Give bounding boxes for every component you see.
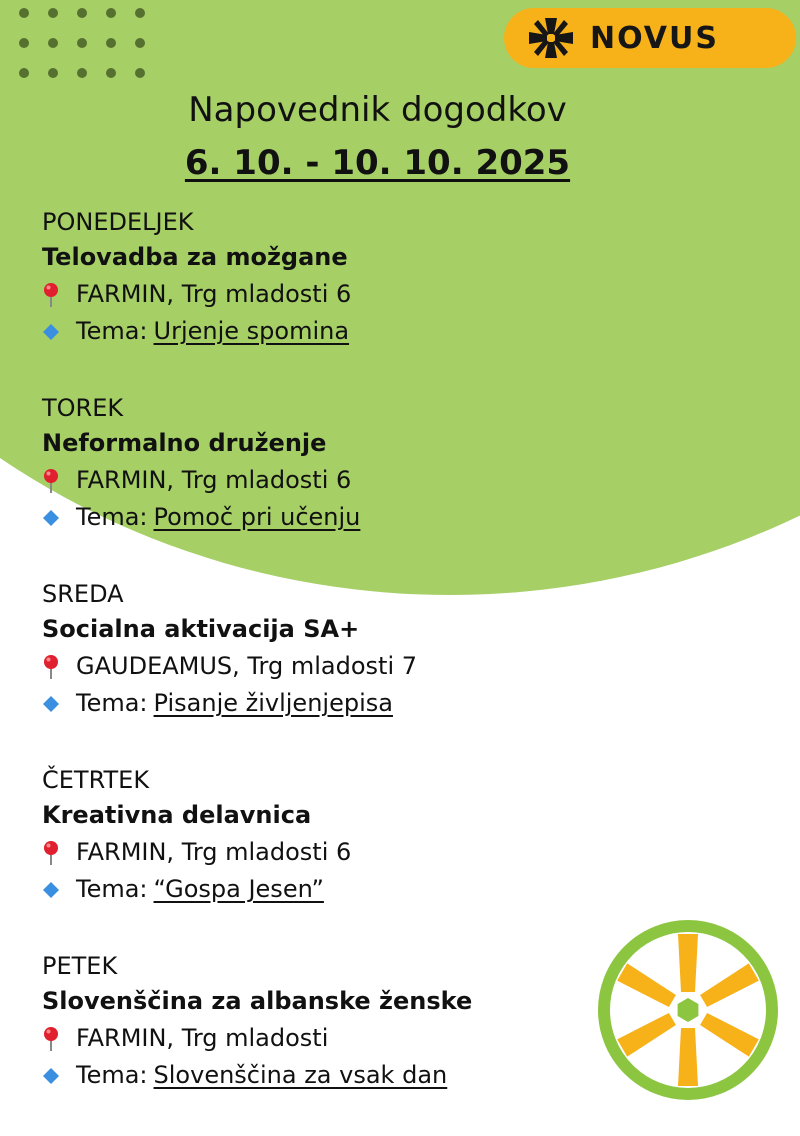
event-friday (42, 950, 602, 1136)
brand-name: NOVUS (590, 20, 719, 56)
event-day: PONEDELJEK (42, 208, 194, 236)
event-location: FARMIN, Trg mladosti 6 (76, 280, 352, 308)
topic-label: Tema: (76, 503, 148, 531)
event-topic-row (42, 1057, 602, 1094)
event-location-row (42, 834, 602, 871)
diamond-icon (42, 695, 76, 713)
pin-icon (42, 840, 76, 866)
event-name: Neformalno druženje (42, 429, 327, 457)
pin-icon (42, 1026, 76, 1052)
event-location: GAUDEAMUS, Trg mladosti 7 (76, 652, 418, 680)
event-location: FARMIN, Trg mladosti 6 (76, 838, 352, 866)
novus-star-icon (526, 15, 576, 61)
event-name: Telovadba za možgane (42, 243, 348, 271)
event-location: FARMIN, Trg mladosti 6 (76, 466, 352, 494)
event-location-row (42, 276, 602, 313)
event-thursday (42, 764, 602, 950)
event-topic-row (42, 685, 602, 722)
topic-label: Tema: (76, 317, 148, 345)
page-title: Napovednik dogodkov (188, 90, 567, 130)
topic-link[interactable]: Pomoč pri učenju (153, 503, 361, 531)
topic-link[interactable]: Pisanje življenjepisa (153, 689, 393, 717)
topic-link[interactable]: Slovenščina za vsak dan (153, 1061, 448, 1089)
decorative-dot-grid (19, 8, 154, 83)
novus-logo (504, 8, 796, 68)
diamond-icon (42, 1067, 76, 1085)
topic-link[interactable]: “Gospa Jesen” (153, 875, 324, 903)
event-list (42, 206, 602, 1136)
event-name: Slovenščina za albanske ženske (42, 987, 473, 1015)
event-location-row (42, 648, 602, 685)
event-day: TOREK (42, 394, 124, 422)
event-tuesday (42, 392, 602, 578)
event-topic-row (42, 871, 602, 908)
diamond-icon (42, 509, 76, 527)
event-topic-row (42, 499, 602, 536)
topic-label: Tema: (76, 689, 148, 717)
event-topic-row (42, 313, 602, 350)
event-name: Kreativna delavnica (42, 801, 312, 829)
event-day: SREDA (42, 580, 124, 608)
topic-label: Tema: (76, 1061, 148, 1089)
event-location: FARMIN, Trg mladosti (76, 1024, 329, 1052)
date-range: 6. 10. - 10. 10. 2025 (184, 143, 571, 183)
diamond-icon (42, 881, 76, 899)
pin-icon (42, 468, 76, 494)
diamond-icon (42, 323, 76, 341)
event-name: Socialna aktivacija SA+ (42, 615, 360, 643)
pin-icon (42, 282, 76, 308)
decorative-wheel-icon (598, 920, 778, 1100)
event-monday (42, 206, 602, 392)
event-day: ČETRTEK (42, 766, 150, 794)
event-location-row (42, 462, 602, 499)
event-day: PETEK (42, 952, 118, 980)
pin-icon (42, 654, 76, 680)
event-wednesday (42, 578, 602, 764)
topic-link[interactable]: Urjenje spomina (153, 317, 350, 345)
event-location-row (42, 1020, 602, 1057)
topic-label: Tema: (76, 875, 148, 903)
